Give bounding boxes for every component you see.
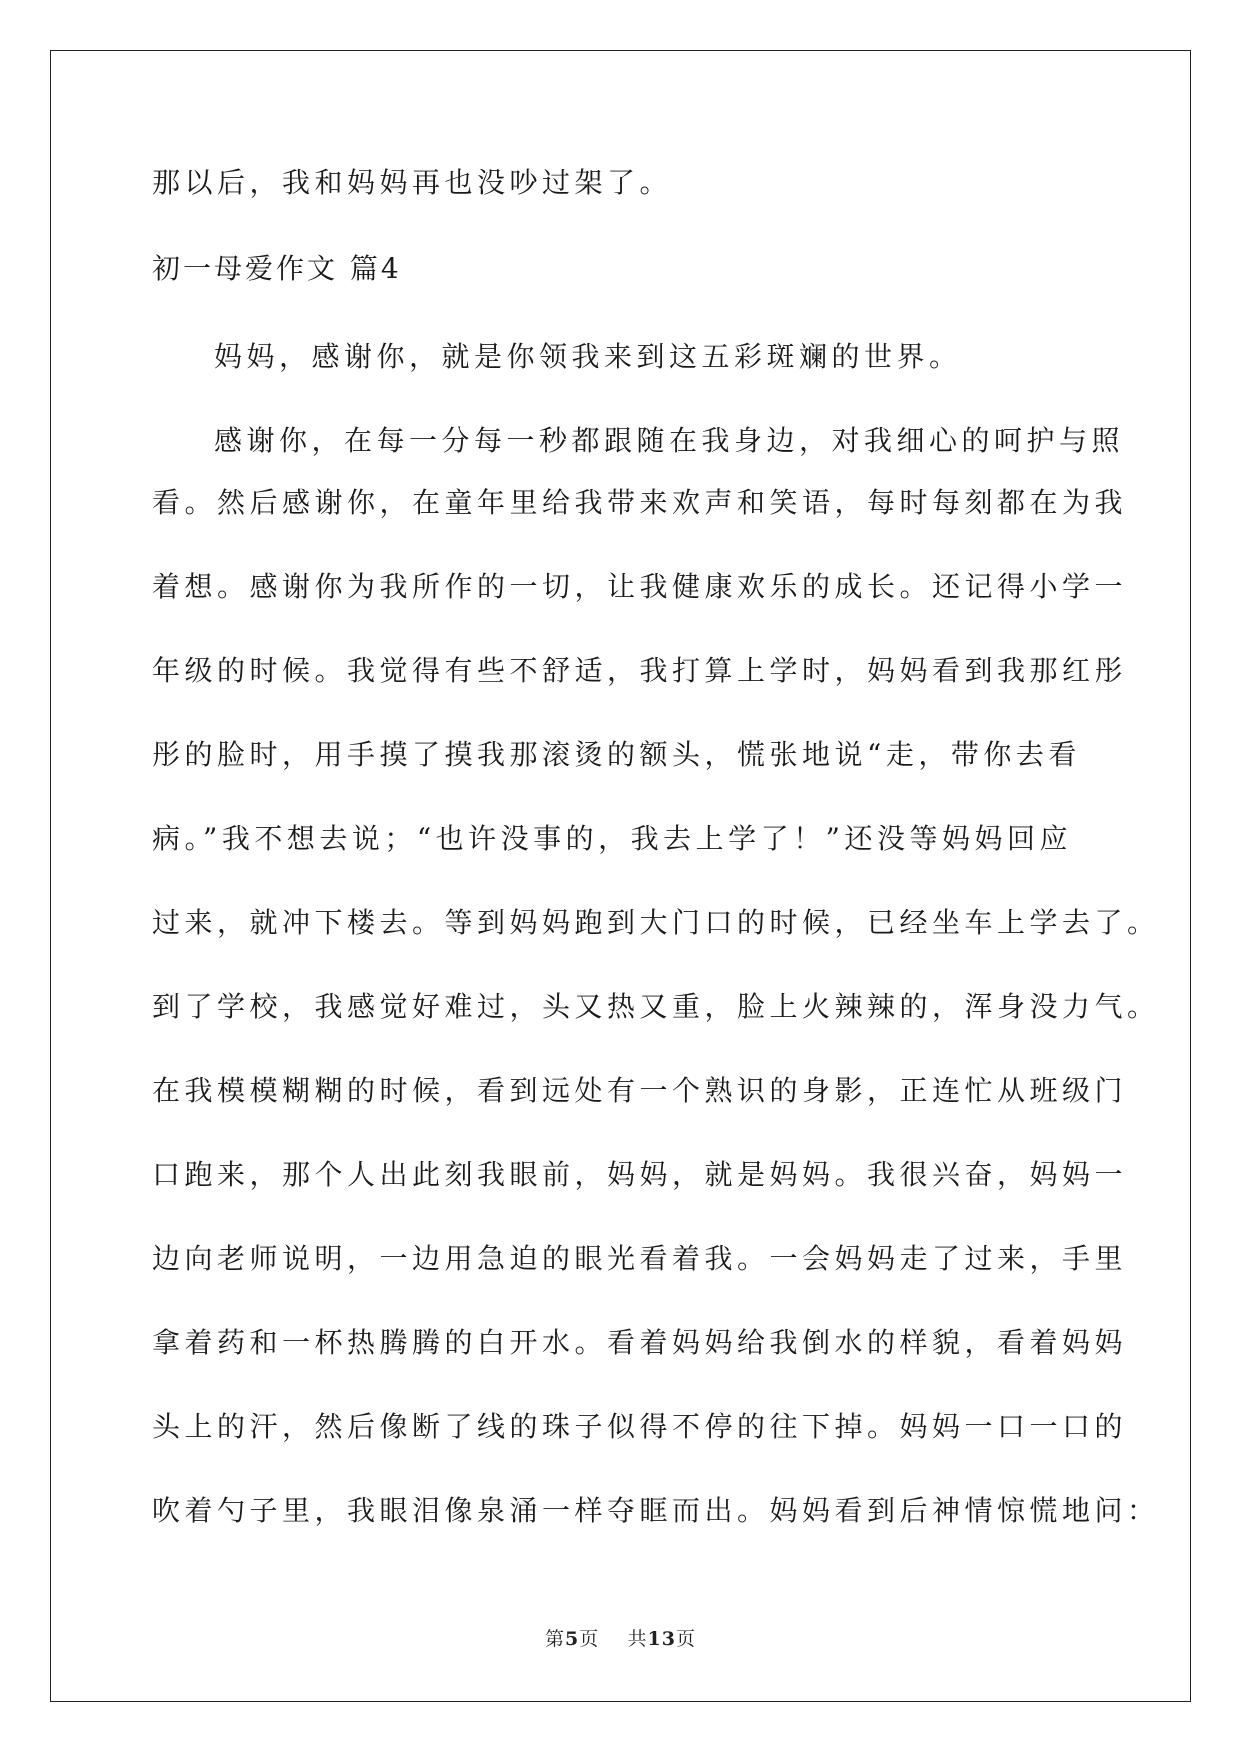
page-footer bbox=[0, 1624, 1241, 1651]
body-line: 在我模模糊糊的时候，看到远处有一个熟识的身影，正连忙从班级门 bbox=[152, 1074, 1128, 1107]
body-line: 到了学校，我感觉好难过，头又热又重，脸上火辣辣的，浑身没力气。 bbox=[152, 990, 1160, 1023]
paragraph-gap bbox=[152, 377, 1092, 421]
footer-page-unit: 页 bbox=[579, 1628, 600, 1650]
body-line: 过来，就冲下楼去。等到妈妈跑到大门口的时候，已经坐车上学去了。 bbox=[152, 906, 1160, 939]
footer-prefix: 第 bbox=[545, 1628, 566, 1650]
body-line: 年级的时候。我觉得有些不舒适，我打算上学时，妈妈看到我那红彤 bbox=[152, 654, 1128, 687]
footer-total-unit: 页 bbox=[675, 1628, 696, 1650]
intro-paragraph: 妈妈，感谢你，就是你领我来到这五彩斑斓的世界。 bbox=[214, 340, 962, 373]
footer-total-prefix: 共 bbox=[627, 1628, 648, 1650]
document-body bbox=[152, 163, 1160, 1553]
body-line: 病。”我不想去说；“也许没事的，我去上学了！”还没等妈妈回应 bbox=[152, 822, 1072, 855]
current-page-number: 5 bbox=[565, 1628, 580, 1650]
body-line: 拿着药和一杯热腾腾的白开水。看着妈妈给我倒水的样貌，看着妈妈 bbox=[152, 1326, 1128, 1359]
body-line: 边向老师说明，一边用急迫的眼光看着我。一会妈妈走了过来，手里 bbox=[152, 1242, 1128, 1275]
body-line: 彤的脸时，用手摸了摸我那滚烫的额头，慌张地说“走，带你去看 bbox=[152, 738, 1081, 771]
section-heading: 初一母爱作文 篇4 bbox=[152, 252, 402, 285]
body-line: 吹着勺子里，我眼泪像泉涌一样夺眶而出。妈妈看到后神情惊慌地问： bbox=[152, 1494, 1160, 1527]
body-line: 口跑来，那个人出此刻我眼前，妈妈，就是妈妈。我很兴奋，妈妈一 bbox=[152, 1158, 1128, 1191]
carryover-line: 那以后，我和妈妈再也没吵过架了。 bbox=[152, 166, 673, 199]
body-line: 感谢你，在每一分每一秒都跟随在我身边，对我细心的呵护与照 bbox=[214, 424, 1125, 457]
total-pages-number: 13 bbox=[647, 1628, 676, 1650]
body-line: 着想。感谢你为我所作的一切，让我健康欢乐的成长。还记得小学一 bbox=[152, 570, 1128, 603]
body-line: 头上的汗，然后像断了线的珠子似得不停的往下掉。妈妈一口一口的 bbox=[152, 1410, 1128, 1443]
body-line: 看。然后感谢你，在童年里给我带来欢声和笑语，每时每刻都在为我 bbox=[152, 486, 1128, 519]
